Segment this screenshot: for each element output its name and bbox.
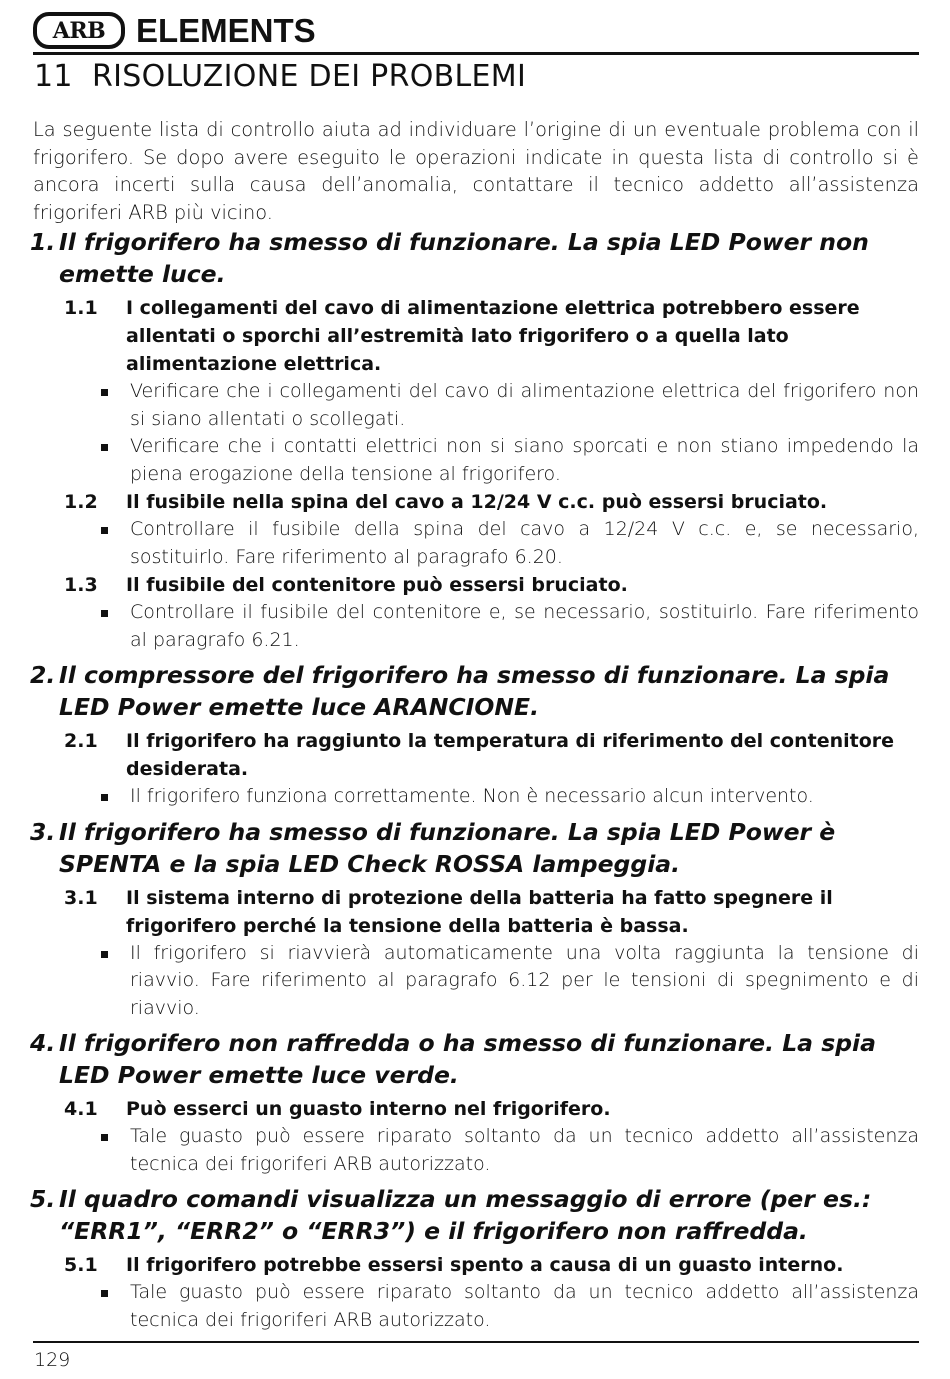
subsection-number: 2.1 [64, 730, 98, 752]
section-3 [0, 816, 950, 1023]
bullet-text: Controllare il fusibile del contenitore e, se necessario, sostituirlo. Fare riferimento al paragrafo 6.21. [130, 601, 919, 651]
bullet-item [130, 940, 919, 1023]
bullet-text: Tale guasto può essere riparato soltanto da un tecnico addetto all’assistenza tecnica dei frigoriferi ARB autorizzato. [130, 1125, 919, 1175]
section-heading [30, 659, 919, 723]
section-title: Il frigorifero ha smesso di funzionare. La spia LED Power è SPENTA e la spia LED Check ROSSA lampeggia. [59, 817, 836, 878]
section-title: Il compressore del frigorifero ha smesso di funzionare. La spia LED Power emette luce ARANCIONE. [59, 661, 890, 721]
page-header [33, 9, 919, 53]
section-heading [30, 226, 919, 290]
section-heading [30, 816, 919, 880]
subsection-title: Il frigorifero potrebbe essersi spento a causa di un guasto interno. [126, 1254, 844, 1276]
subsection-number: 1.1 [64, 297, 98, 319]
subsection-number: 5.1 [64, 1254, 98, 1276]
subsection-heading [64, 1251, 919, 1279]
bullet-item [130, 378, 919, 433]
bullet-item [130, 1123, 919, 1178]
bullet-text: Controllare il fusibile della spina del cavo a 12/24 V c.c. e, se necessario, sostituirlo. Fare riferimento al paragrafo 6.20. [130, 518, 919, 568]
bullet-square-icon [101, 444, 108, 451]
bullet-item [130, 1279, 919, 1334]
subsection-number: 3.1 [64, 886, 98, 909]
subsection-heading [64, 488, 919, 516]
subsection-title: Il fusibile del contenitore può essersi bruciato. [126, 574, 628, 596]
bullet-square-icon [101, 1290, 108, 1297]
subsection-heading [64, 294, 919, 378]
bullet-item [130, 783, 919, 811]
section-number: 4. [30, 1029, 56, 1057]
subsection-number: 4.1 [64, 1098, 98, 1120]
section-title: Il frigorifero non raffredda o ha smesso di funzionare. La spia LED Power emette luce verde. [59, 1029, 876, 1089]
section-title: Il frigorifero ha smesso di funzionare. La spia LED Power non emette luce. [59, 228, 869, 288]
brand-name: ELEMENTS [136, 12, 316, 49]
arb-logo [33, 12, 125, 49]
bullet-item [130, 599, 919, 654]
intro-paragraph: La seguente lista di controllo aiuta ad individuare l’origine di un eventuale problema con il frigorifero. Se dopo avere eseguito le operazioni indicate in questa lista di controllo si è ancora incerti sulla causa dell’anomalia, contattare il tecnico addetto all’assistenza frigoriferi ARB più vicino. [33, 118, 919, 224]
subsection-title: Può esserci un guasto interno nel frigorifero. [126, 1098, 611, 1120]
section-number: 1. [30, 228, 56, 256]
bullet-text: Il frigorifero si riavvierà automaticamente una volta raggiunta la tensione di riavvio. Fare riferimento al paragrafo 6.12 per le tensioni di spegnimento e di riavvio. [130, 941, 919, 1019]
section-1 [0, 226, 950, 654]
section-heading [30, 1183, 919, 1247]
section-title: Il quadro comandi visualizza un messaggio di errore (per es.: “ERR1”, “ERR2” o “ERR3”) e il frigorifero non raffredda. [59, 1185, 872, 1245]
bullet-item [130, 516, 919, 571]
bullet-square-icon [101, 610, 108, 617]
header-divider [33, 52, 919, 55]
section-5 [0, 1183, 950, 1334]
subsection-title: Il fusibile nella spina del cavo a 12/24 V c.c. può essersi bruciato. [126, 491, 828, 513]
subsection-heading [64, 571, 919, 599]
section-number: 2. [30, 661, 56, 689]
section-heading [30, 1027, 919, 1091]
chapter-title-text: RISOLUZIONE DEI PROBLEMI [92, 59, 527, 94]
logo-text: ARB [52, 18, 106, 44]
bullet-square-icon [101, 389, 108, 396]
subsection-number: 1.3 [64, 574, 98, 596]
footer-divider [33, 1341, 919, 1343]
subsection-number: 1.2 [64, 491, 98, 513]
section-2 [0, 659, 950, 811]
bullet-text: Verificare che i collegamenti del cavo di alimentazione elettrica del frigorifero non si siano allentati o scollegati. [130, 380, 919, 430]
subsection-title: Il sistema interno di protezione della batteria ha fatto spegnere il frigorifero perché la tensione della batteria è bassa. [126, 886, 833, 937]
bullet-square-icon [101, 1134, 108, 1141]
chapter-title [34, 57, 526, 97]
bullet-item [130, 433, 919, 488]
bullet-text: Tale guasto può essere riparato soltanto da un tecnico addetto all’assistenza tecnica dei frigoriferi ARB autorizzato. [130, 1281, 919, 1331]
troubleshooting-list [0, 226, 950, 1334]
section-number: 3. [30, 817, 56, 846]
subsection-heading [64, 727, 919, 783]
bullet-square-icon [101, 794, 108, 801]
chapter-number: 11 [34, 59, 73, 94]
bullet-text: Verificare che i contatti elettrici non si siano sporcati e non stiano impedendo la piena erogazione della tensione al frigorifero. [130, 435, 919, 485]
section-number: 5. [30, 1185, 56, 1213]
section-4 [0, 1027, 950, 1178]
subsection-title: Il frigorifero ha raggiunto la temperatura di riferimento del contenitore desiderata. [126, 730, 895, 780]
bullet-square-icon [101, 951, 108, 958]
bullet-square-icon [101, 527, 108, 534]
subsection-title: I collegamenti del cavo di alimentazione elettrica potrebbero essere allentati o sporchi all’estremità lato frigorifero o a quella lato alimentazione elettrica. [126, 297, 860, 375]
subsection-heading [64, 1095, 919, 1123]
page-number: 129 [34, 1349, 71, 1371]
bullet-text: Il frigorifero funziona correttamente. Non è necessario alcun intervento. [130, 785, 814, 807]
subsection-heading [64, 884, 919, 940]
